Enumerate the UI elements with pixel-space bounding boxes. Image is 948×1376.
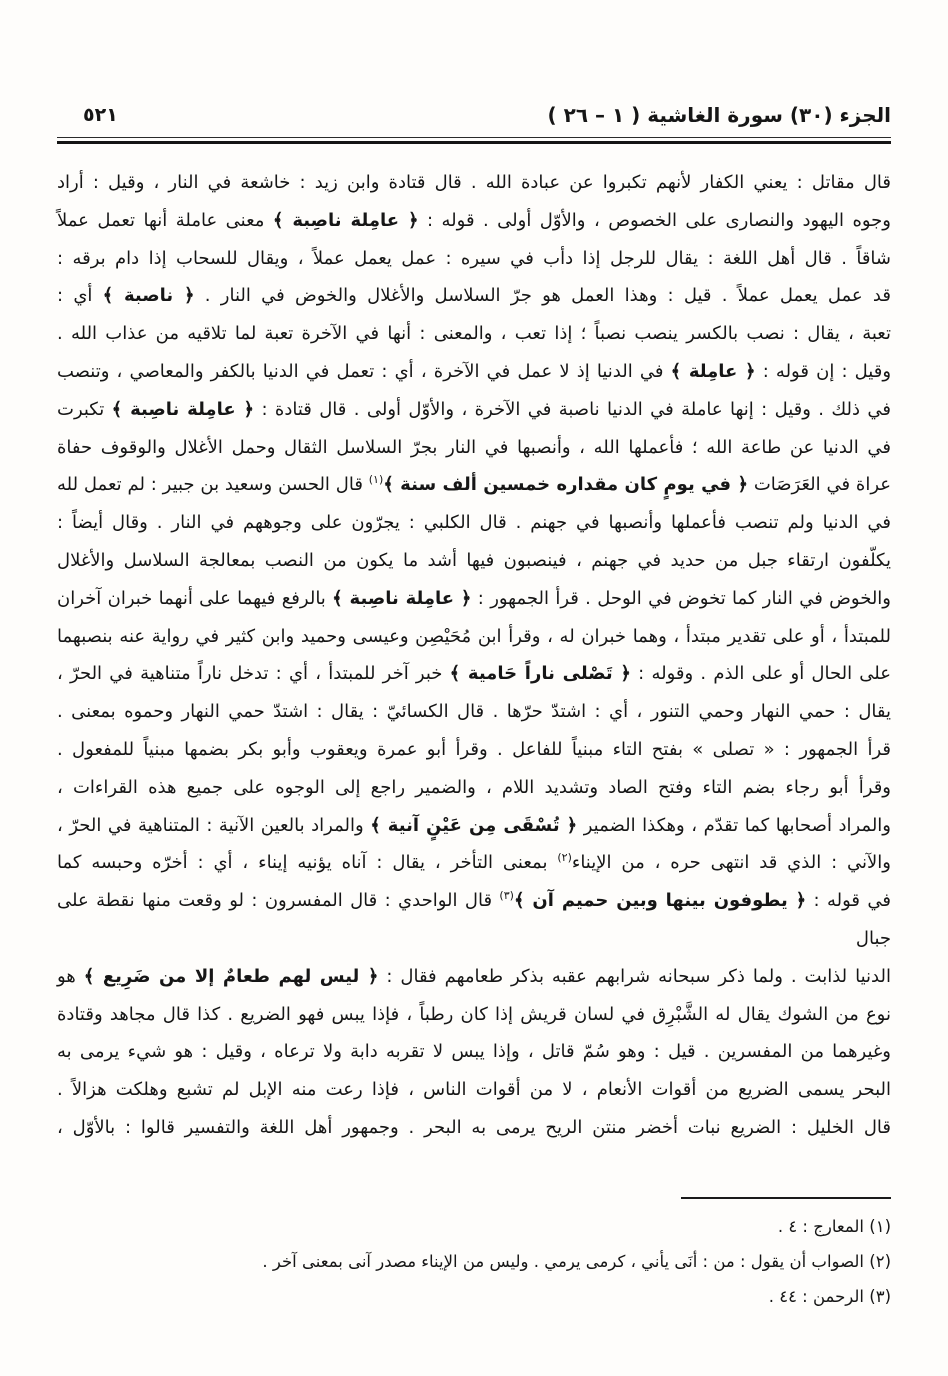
text-run: في قوله :: [806, 890, 891, 912]
quran-quote: ﴿ تَصْلى ناراً حَامية ﴾: [449, 663, 631, 685]
body-text: [57, 164, 891, 1147]
text-run: في الدنيا ولم تنصب فأعملها وأنصبها في جهنم . قال الكلبي : يجرّون على وجوههم في النار . وقال أيضاً :: [57, 512, 891, 534]
text-line: [57, 996, 891, 1034]
quran-quote: ﴿ عامِلة ناصِبة ﴾: [111, 398, 255, 420]
page-header: [57, 100, 891, 130]
text-line: [57, 618, 891, 656]
text-run: نوع من الشوك يقال له الشَّبْرِق في لسان قريش إذا كان رطباً ، فإذا يبس فهو الضريع . كذا قال مجاهد وقتادة: [57, 1003, 891, 1025]
page-number: ٥٢١: [83, 104, 118, 126]
text-line: [57, 277, 891, 315]
footnotes: [57, 1209, 891, 1314]
text-run: خبر آخر للمبتدأ ، أي : تدخل ناراً متناهية في الحرّ ،: [57, 663, 450, 685]
text-line: [57, 164, 891, 202]
text-run: والمراد بالعين الآنية : المتناهية في الحرّ ،: [57, 814, 371, 836]
text-run: وقيل : إن قوله :: [755, 360, 892, 382]
text-run: يكلّفون ارتقاء جبل من حديد في جهنم ، فينصبون فيها أشد ما يكون من النصب بمعالجة السلاسل والأغلال: [57, 549, 891, 571]
text-line: [57, 958, 891, 996]
footnote-item: (٢) الصواب أن يقول : من : أنَى يأني ، كرمى يرمي . وليس من الإيناء مصدر آنى بمعنى آخر .: [262, 1251, 891, 1271]
text-line: [57, 315, 891, 353]
text-line: [57, 580, 891, 618]
text-line: [57, 202, 891, 240]
text-run: والمراد أصحابها كما تقدّم ، وهكذا الضمير: [577, 814, 892, 836]
text-run: على الحال أو على الذم . وقوله :: [630, 663, 891, 685]
text-run: يقال : حمي النهار وحمي التنور ، أي : اشتدّ حرّها . قال الكسائيّ : يقال : اشتدّ حمي النهار وحموه بمعنى .: [57, 701, 891, 723]
text-line: [57, 353, 891, 391]
quran-quote: ﴿ يطوفون بينها وبين حميم آن ﴾: [513, 890, 807, 912]
text-run: تكبرت: [57, 398, 112, 420]
text-line: [57, 240, 891, 278]
text-line: [57, 1071, 891, 1109]
text-run: هو: [57, 965, 84, 987]
text-run: شاقاً . قال أهل اللغة : يقال للرجل إذا دأب في سيره : عمل يعمل عملاً ، ويقال للسحاب إذا دام برقه :: [57, 247, 891, 269]
footnote-item: (٣) الرحمن : ٤٤ .: [768, 1286, 891, 1306]
text-line: [57, 1033, 891, 1071]
text-run: قال مقاتل : يعني الكفار لأنهم تكبروا عن عبادة الله . قال قتادة وابن زيد : خاشعة في النار ، وقيل : أراد: [57, 172, 891, 193]
text-run: البحر يسمى الضريع من أقوات الأنعام ، لا من أقوات الناس ، فإذا رعت منه الإبل لم تشبع وهلكت هزالاً .: [57, 1079, 891, 1101]
quran-quote: ﴿ عامِلة ﴾: [670, 360, 756, 382]
text-line: [57, 844, 891, 882]
header-rule: [57, 137, 891, 144]
quran-quote: ﴿ ليس لهم طعامٌ إلا من ضَرِيع ﴾: [83, 965, 379, 987]
text-run: عراة في العَرَصَات: [748, 474, 891, 496]
text-line: [57, 429, 891, 467]
text-run: معنى عاملة أنها تعمل عملاً: [57, 209, 273, 231]
text-run: قرأ الجمهور : « تصلى » بفتح التاء مبنياً للفاعل . وقرأ أبو عمرة ويعقوب وأبو بكر بضمها مبنياً للمفعول .: [57, 738, 891, 760]
footnote-marker: (٣): [499, 889, 514, 903]
text-line: [57, 655, 891, 693]
header-title: الجزء (٣٠) سورة الغاشية ( ١ – ٢٦ ): [547, 103, 891, 127]
quran-quote: ﴿ عامِلة ناصِبة ﴾: [272, 209, 419, 231]
text-line: [57, 882, 891, 958]
text-run: قال الخليل : الضريع نبات أخضر منتن الريح يرمى به البحر . وجمهور أهل اللغة والتفسير قالوا : بالأوّل ،: [57, 1116, 891, 1138]
text-run: وغيرهما من المفسرين . قيل : وهو سُمّ قاتل ، وإذا يبس لا تقربه دابة ولا ترعاه ، وقيل : هو شيء يرمى به: [57, 1041, 891, 1063]
text-line: [57, 807, 891, 845]
text-run: وقرأ أبو رجاء بضم التاء وفتح الصاد وتشديد اللام ، والضمير راجع إلى الوجوه على جميع هذه القراءات ،: [57, 776, 891, 798]
text-line: [57, 731, 891, 769]
text-run: والخوض في النار كما تخوض في الوحل . قرأ الجمهور :: [471, 587, 892, 609]
text-run: تعبة ، يقال : نصب بالكسر ينصب نصباً ؛ إذا تعب ، والمعنى : أنها في الآخرة تعبة لما تلاقيه من عذاب الله .: [57, 323, 891, 345]
text-run: قال الواحدي : قال المفسرون : لو وقعت منها نقطة على جبال: [57, 890, 891, 949]
quran-quote: ﴿ تُسْقَى مِن عَيْنٍ آنية ﴾: [370, 814, 578, 836]
text-run: في الدنيا عن طاعة الله ؛ فأعملها الله ، وأنصبها في النار بجرّ السلاسل الثقال وحمل الأغلال والوقوف حفاة: [57, 436, 891, 458]
footnote-item: (١) المعارج : ٤ .: [777, 1216, 891, 1236]
text-line: [57, 542, 891, 580]
text-run: قال الحسن وسعيد بن جبير : لم تعمل لله: [57, 474, 369, 496]
footnote-marker: (١): [368, 473, 384, 487]
text-line: [57, 1109, 891, 1147]
text-line: [57, 466, 891, 504]
text-run: والآني : الذي قد انتهى حره ، من الإيناء: [571, 852, 891, 874]
text-run: في الدنيا إذ لا عمل في الآخرة ، أي : تعمل في الدنيا بالكفر والمعاصي ، وتنصب: [57, 360, 671, 382]
text-line: [57, 769, 891, 807]
text-run: وجوه اليهود والنصارى على الخصوص ، والأوّل أولى . قوله :: [418, 209, 891, 231]
text-run: للمبتدأ ، أو على تقدير مبتدأ ، وهما خبران له ، وقرأ ابن مُحَيْصِن وعيسى وحميد وابن كثير في رواية عنه بنصبهما: [57, 625, 891, 647]
text-line: [57, 391, 891, 429]
text-line: [57, 504, 891, 542]
quran-quote: ﴿ في يومٍ كان مقداره خمسين ألف سنة ﴾: [383, 474, 748, 496]
quran-quote: ﴿ عامِلة ناصِبة ﴾: [332, 587, 472, 609]
text-run: بمعنى التأخر ، يقال : آناه يؤنيه إيناء ، أي : أخرّه وحبسه كما: [57, 852, 558, 874]
text-run: بالرفع فيهما على أنهما خبران آخران: [57, 587, 333, 609]
quran-quote: ﴿ ناصبة ﴾: [102, 285, 195, 307]
text-run: أي :: [57, 285, 103, 307]
footnote-marker: (٢): [557, 851, 572, 865]
text-run: الدنيا لذابت . ولما ذكر سبحانه شرابهم عقبه بذكر طعامهم فقال :: [378, 965, 891, 987]
text-line: [57, 693, 891, 731]
text-run: في ذلك . وقيل : إنها عاملة في الدنيا ناصبة في الآخرة ، والأوّل أولى . قال قتادة :: [254, 398, 892, 420]
footnote-separator: [681, 1197, 891, 1199]
text-run: قد عمل يعمل عملاً . قيل : وهذا العمل هو جرّ السلاسل والأغلال والخوض في النار .: [194, 285, 891, 307]
